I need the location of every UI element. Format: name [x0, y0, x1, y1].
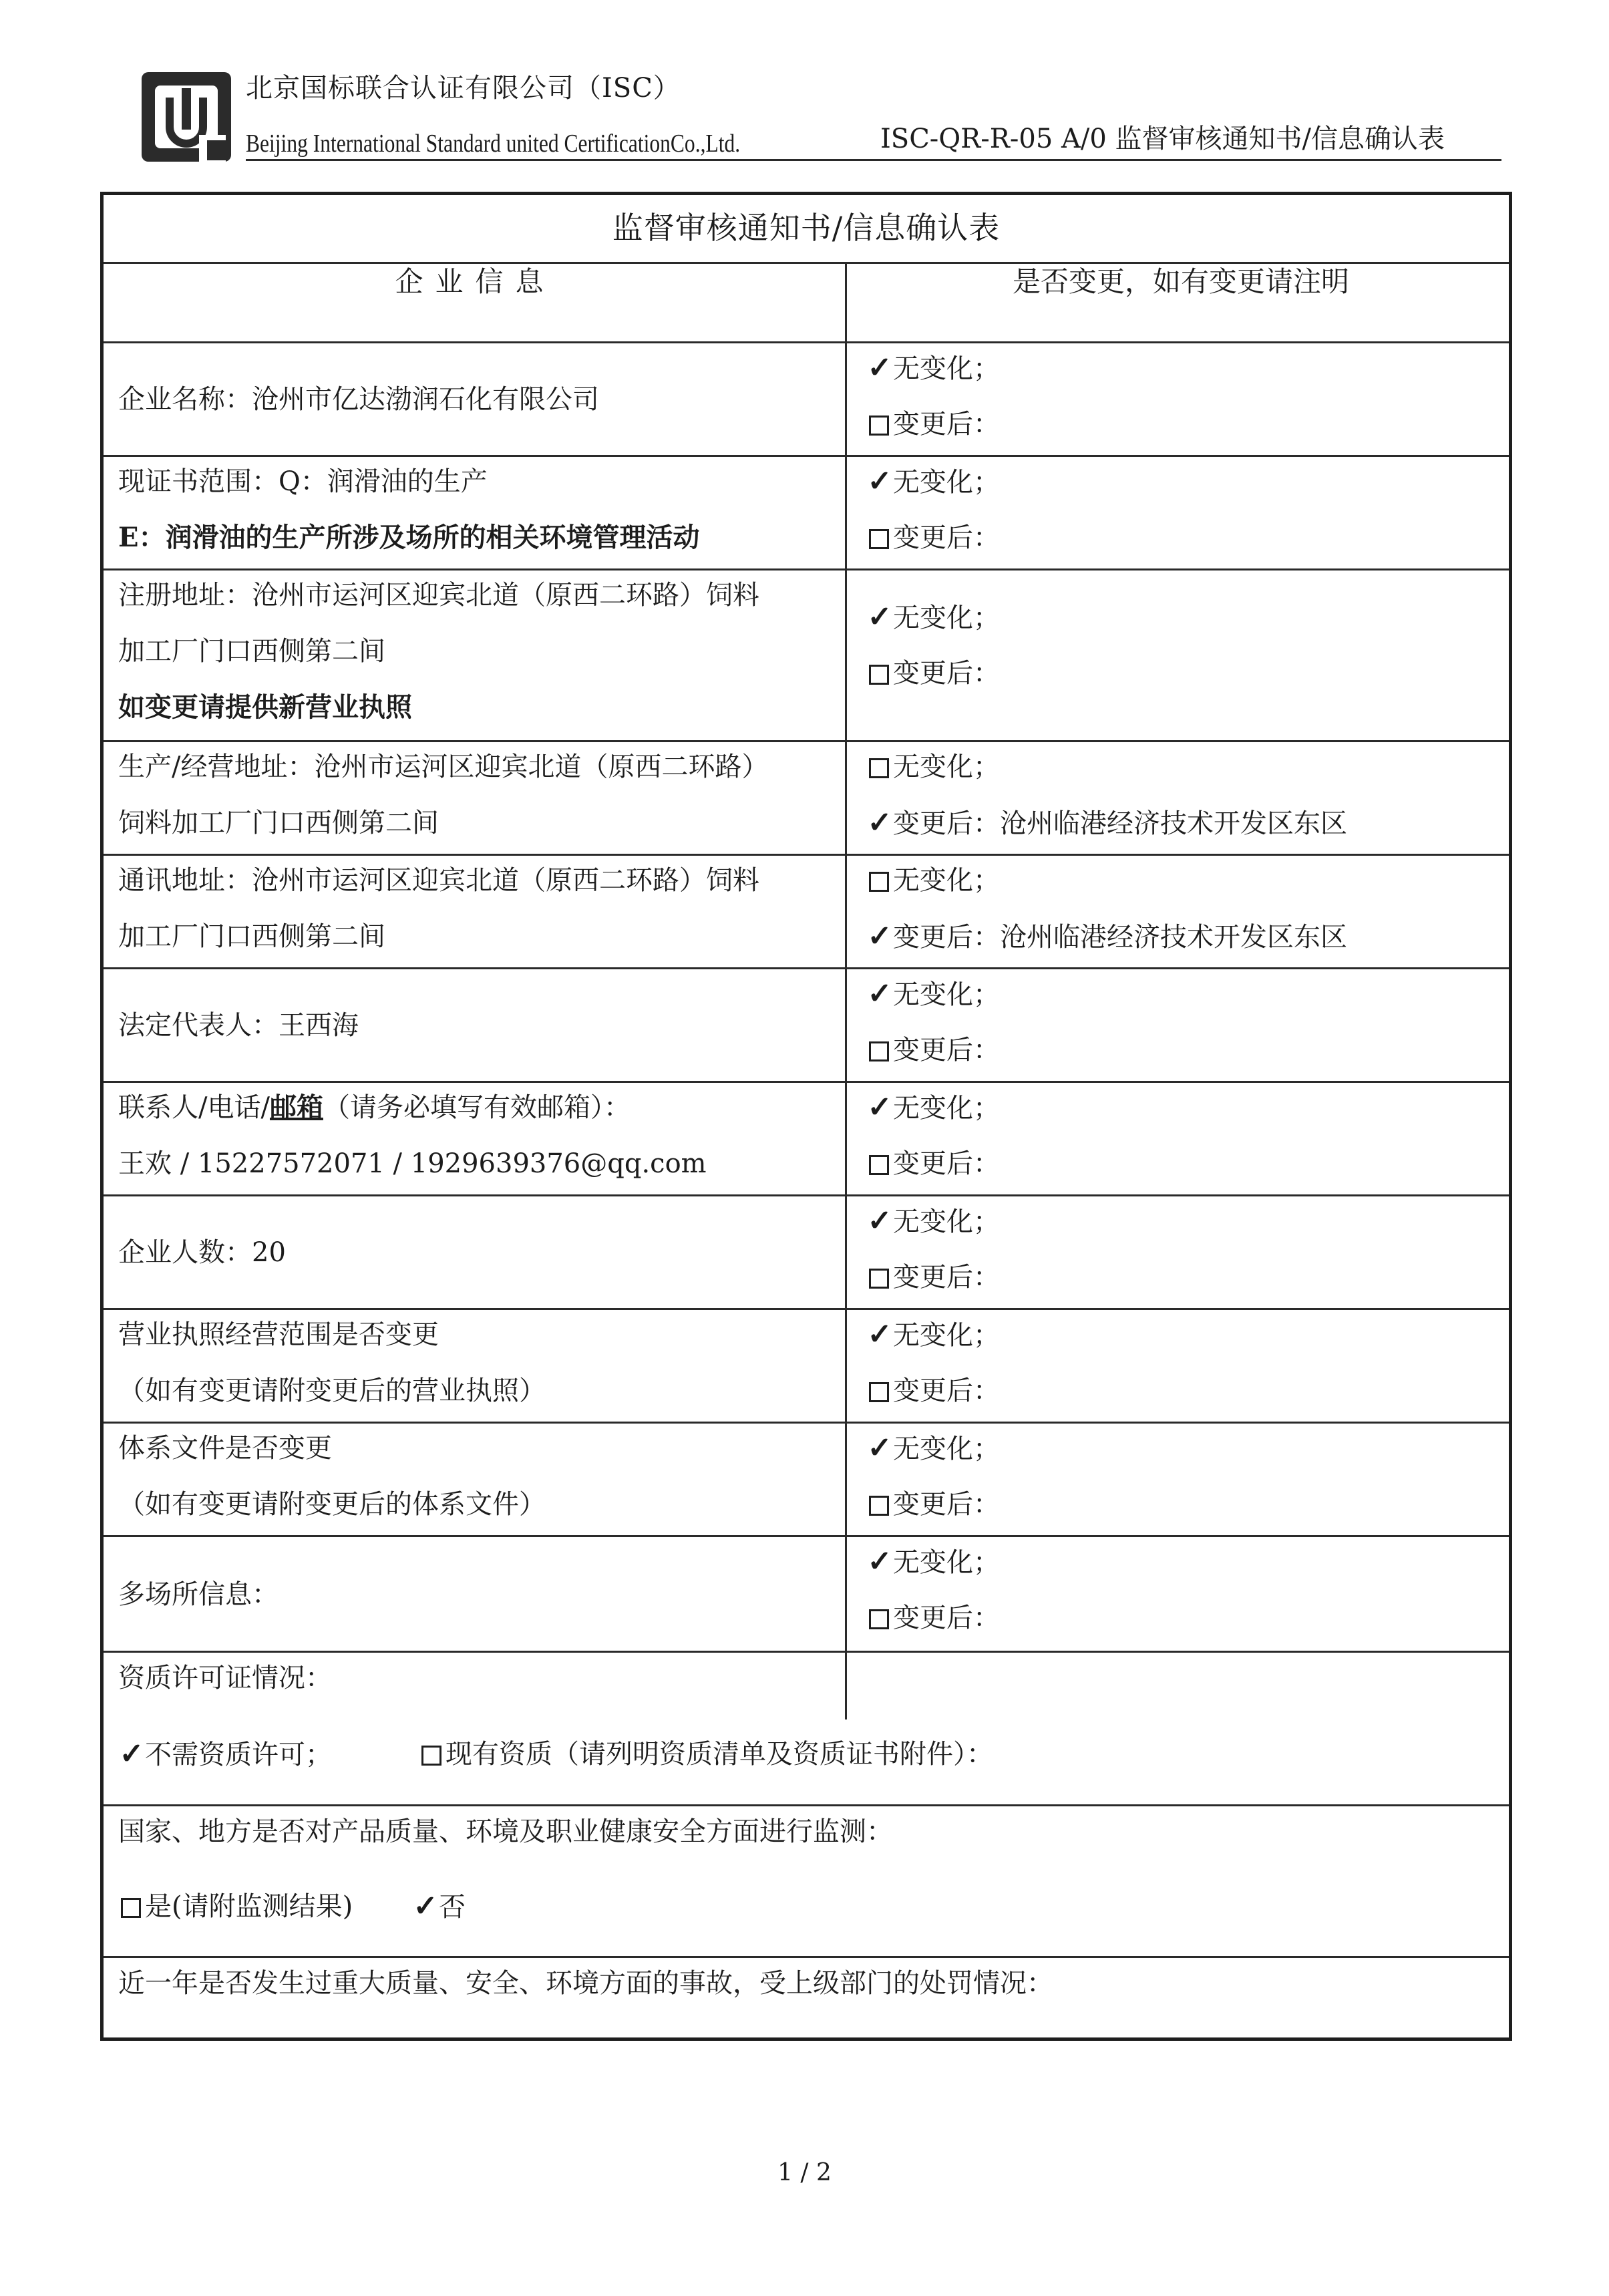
monitoring-label: 国家、地方是否对产品质量、环境及职业健康安全方面进行监测： [118, 1816, 893, 1847]
qualification-section [118, 1653, 1494, 1804]
option-no-change[interactable]: ✓无变化； [866, 463, 1000, 500]
checkmark-icon: ✓ [413, 1889, 438, 1923]
isc-logo-icon [140, 71, 232, 163]
option-no-qualification-needed[interactable]: ✓不需资质许可； [118, 1736, 332, 1773]
option-changed[interactable]: 变更后： [866, 1259, 1000, 1296]
document-code: ISC-QR-R-05 A/0 监督审核通知书/信息确认表 [880, 124, 1445, 154]
option-changed[interactable]: 变更后： [866, 1031, 1000, 1069]
system-documents-note: （如有变更请附变更后的体系文件） [118, 1489, 546, 1520]
change-options [866, 457, 1507, 568]
checkbox-icon [869, 1382, 889, 1402]
checkmark-icon: ✓ [867, 600, 892, 634]
system-documents-question: 体系文件是否变更 [118, 1433, 332, 1464]
business-scope-note: （如有变更请附变更后的营业执照） [118, 1375, 546, 1406]
option-changed[interactable]: 变更后： [866, 1372, 1000, 1410]
business-scope-question: 营业执照经营范围是否变更 [118, 1319, 439, 1350]
checkmark-icon: ✓ [867, 919, 892, 953]
checkbox-icon [869, 872, 889, 892]
option-changed[interactable]: ✓变更后：沧州临港经济技术开发区东区 [866, 804, 1347, 842]
checkbox-icon [869, 1155, 889, 1175]
checkbox-icon [869, 758, 889, 778]
contact-details: 王欢 / 15227572071 / 1929639376@qq.com [118, 1148, 707, 1179]
option-no-change[interactable]: ✓无变化； [866, 1089, 1000, 1126]
option-changed[interactable]: ✓变更后：沧州临港经济技术开发区东区 [866, 918, 1347, 955]
checkbox-icon [869, 1269, 889, 1289]
column-header-change: 是否变更，如有变更请注明 [1012, 265, 1349, 298]
option-no-change[interactable]: ✓无变化； [866, 1430, 1000, 1467]
change-options [866, 969, 1507, 1081]
change-options [866, 1310, 1507, 1422]
table-row [104, 1196, 1509, 1308]
change-options [866, 1537, 1507, 1651]
checkmark-icon: ✓ [867, 1204, 892, 1238]
checkmark-icon: ✓ [867, 1431, 892, 1465]
company-name-field: 企业名称：沧州市亿达渤润石化有限公司 [118, 384, 599, 415]
checkbox-icon [869, 1609, 889, 1629]
confirmation-form [100, 192, 1512, 2041]
mailing-address-line1: 通讯地址：沧州市运河区迎宾北道（原西二环路）饲料 [118, 865, 759, 896]
checkmark-icon: ✓ [867, 351, 892, 385]
checkbox-icon [869, 1496, 889, 1516]
checkbox-icon [869, 416, 889, 436]
page-number: 1 / 2 [777, 2159, 832, 2186]
table-row [104, 343, 1509, 455]
option-no-change[interactable]: ✓无变化； [866, 1316, 1000, 1353]
checkbox-icon [421, 1746, 441, 1766]
option-changed[interactable]: 变更后： [866, 1599, 1000, 1637]
monitoring-section [118, 1806, 1494, 1956]
checkbox-icon [869, 529, 889, 549]
option-monitoring-yes[interactable]: 是(请附监测结果) [118, 1888, 353, 1925]
table-row [104, 1083, 1509, 1194]
legal-representative-field: 法定代表人：王西海 [118, 1010, 359, 1041]
checkmark-icon: ✓ [867, 1090, 892, 1124]
option-no-change[interactable]: 无变化； [866, 748, 1000, 786]
certificate-scope-q: 现证书范围：Q：润滑油的生产 [118, 466, 488, 497]
checkmark-icon: ✓ [867, 464, 892, 498]
production-address-line1: 生产/经营地址：沧州市运河区迎宾北道（原西二环路） [118, 752, 769, 782]
registered-address-note: 如变更请提供新营业执照 [118, 691, 412, 723]
option-no-change[interactable]: ✓无变化； [866, 599, 1000, 636]
checkbox-icon [869, 1041, 889, 1061]
option-changed[interactable]: 变更后： [866, 1145, 1000, 1182]
checkmark-icon: ✓ [867, 806, 892, 840]
table-row [104, 1424, 1509, 1535]
table-row [104, 969, 1509, 1081]
change-options [866, 1083, 1507, 1194]
option-no-change[interactable]: ✓无变化； [866, 349, 1000, 387]
option-no-change[interactable]: ✓无变化； [866, 1543, 1000, 1581]
table-row [104, 856, 1509, 967]
column-header-company-info: 企业信息 [395, 265, 556, 298]
multi-site-field: 多场所信息： [118, 1579, 279, 1610]
option-changed[interactable]: 变更后： [866, 1486, 1000, 1523]
checkbox-icon [121, 1898, 141, 1918]
option-no-change[interactable]: 无变化； [866, 862, 1000, 899]
checkmark-icon: ✓ [119, 1737, 144, 1771]
change-options [866, 742, 1507, 854]
change-options [866, 343, 1507, 455]
contact-label: 联系人/电话/邮箱（请务必填写有效邮箱）： [118, 1092, 631, 1123]
option-existing-qualification[interactable]: 现有资质（请列明资质清单及资质证书附件）： [419, 1736, 993, 1773]
option-monitoring-no[interactable]: ✓否 [412, 1888, 466, 1925]
qualification-label: 资质许可证情况： [118, 1663, 332, 1693]
option-changed[interactable]: 变更后： [866, 655, 1000, 692]
registered-address-line1: 注册地址：沧州市运河区迎宾北道（原西二环路）饲料 [118, 580, 759, 611]
form-title: 监督审核通知书/信息确认表 [612, 210, 1001, 246]
checkmark-icon: ✓ [867, 977, 892, 1011]
checkbox-icon [869, 665, 889, 685]
registered-address-line2: 加工厂门口西侧第二间 [118, 636, 385, 667]
checkmark-icon: ✓ [867, 1544, 892, 1579]
change-options [866, 1424, 1507, 1535]
table-row [104, 1310, 1509, 1422]
accidents-section [118, 1958, 1494, 2037]
company-name-en: Beijing International Standard united CertificationCo.,Ltd. [246, 130, 741, 158]
table-row [104, 1537, 1509, 1651]
change-options [866, 1196, 1507, 1308]
header-rule [246, 159, 1501, 161]
table-row [104, 742, 1509, 854]
option-changed[interactable]: 变更后： [866, 405, 1000, 443]
production-address-line2: 饲料加工厂门口西侧第二间 [118, 808, 439, 838]
option-changed[interactable]: 变更后： [866, 519, 1000, 556]
change-options [866, 856, 1507, 967]
change-options [866, 570, 1507, 740]
table-row [104, 457, 1509, 568]
option-no-change[interactable]: ✓无变化； [866, 975, 1000, 1013]
option-no-change[interactable]: ✓无变化； [866, 1202, 1000, 1240]
certificate-scope-e: E：润滑油的生产所涉及场所的相关环境管理活动 [118, 522, 700, 553]
mailing-address-line2: 加工厂门口西侧第二间 [118, 921, 385, 952]
company-name-cn: 北京国标联合认证有限公司（ISC） [246, 73, 681, 104]
checkmark-icon: ✓ [867, 1317, 892, 1351]
table-row [104, 570, 1509, 740]
accidents-label: 近一年是否发生过重大质量、安全、环境方面的事故，受上级部门的处罚情况： [118, 1968, 1053, 1999]
employee-count-field: 企业人数：20 [118, 1237, 286, 1268]
